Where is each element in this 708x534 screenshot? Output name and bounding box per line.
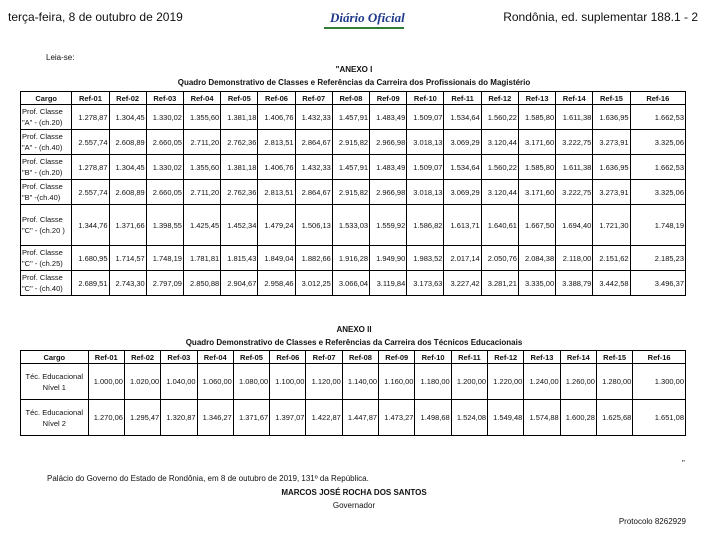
value-cell: 1.533,03	[332, 205, 369, 246]
value-cell: 1.160,00	[379, 364, 415, 400]
column-header: Ref-07	[295, 92, 332, 105]
value-cell: 2.660,05	[146, 130, 183, 155]
value-cell: 1.714,57	[109, 246, 146, 271]
value-cell: 3.069,29	[444, 130, 481, 155]
value-cell: 1.406,76	[258, 105, 295, 130]
journal-underline	[324, 27, 404, 29]
value-cell: 1.432,33	[295, 105, 332, 130]
value-cell: 2.608,89	[109, 180, 146, 205]
value-cell: 1.721,30	[593, 205, 630, 246]
value-cell: 2.557,74	[72, 180, 109, 205]
table-header-row	[21, 92, 686, 105]
column-header: Ref-04	[197, 351, 233, 364]
value-cell: 1.534,64	[444, 105, 481, 130]
value-cell: 1.949,90	[370, 246, 407, 271]
value-cell: 2.864,67	[295, 180, 332, 205]
value-cell: 3.018,13	[407, 180, 444, 205]
value-cell: 2.689,51	[72, 271, 109, 296]
value-cell: 2.050,76	[481, 246, 518, 271]
value-cell: 3.069,29	[444, 180, 481, 205]
value-cell: 1.278,87	[72, 155, 109, 180]
value-cell: 3.325,06	[630, 130, 685, 155]
anexo2-title: ANEXO II	[336, 325, 372, 334]
table-row	[21, 105, 686, 130]
value-cell: 1.447,87	[342, 400, 378, 436]
column-header: Ref-08	[342, 351, 378, 364]
value-cell: 1.549,48	[488, 400, 524, 436]
value-cell: 1.280,00	[596, 364, 632, 400]
value-cell: 2.743,30	[109, 271, 146, 296]
value-cell: 1.509,07	[407, 155, 444, 180]
value-cell: 1.355,60	[183, 155, 220, 180]
value-cell: 1.509,07	[407, 105, 444, 130]
value-cell: 1.100,00	[270, 364, 306, 400]
value-cell: 2.864,67	[295, 130, 332, 155]
value-cell: 1.220,00	[488, 364, 524, 400]
footer-signer: MARCOS JOSÉ ROCHA DOS SANTOS	[281, 488, 427, 497]
value-cell: 1.355,60	[183, 105, 220, 130]
column-header: Ref-09	[370, 92, 407, 105]
value-cell: 1.600,28	[560, 400, 596, 436]
column-header: Ref-11	[451, 351, 487, 364]
value-cell: 1.498,68	[415, 400, 451, 436]
value-cell: 3.222,75	[556, 130, 593, 155]
value-cell: 1.781,81	[183, 246, 220, 271]
column-header: Ref-15	[593, 92, 630, 105]
cargo-cell: Téc. Educacional Nível 2	[21, 400, 89, 436]
value-cell: 1.662,53	[630, 155, 685, 180]
value-cell: 1.397,07	[270, 400, 306, 436]
anexo1-subtitle: Quadro Demonstrativo de Classes e Referências da Carreira dos Profissionais do Magistério	[177, 78, 531, 87]
value-cell: 1.344,76	[72, 205, 109, 246]
value-cell: 1.200,00	[451, 364, 487, 400]
value-cell: 1.586,82	[407, 205, 444, 246]
value-cell: 2.711,20	[183, 180, 220, 205]
column-header: Ref-03	[161, 351, 197, 364]
column-header: Ref-12	[481, 92, 518, 105]
value-cell: 1.585,80	[518, 105, 555, 130]
footer-place: Palácio do Governo do Estado de Rondônia, em 8 de outubro de 2019, 131º da República.	[47, 474, 369, 483]
column-header: Cargo	[21, 92, 72, 105]
header-edition: Rondônia, ed. suplementar 188.1 - 2	[503, 10, 698, 24]
column-header: Ref-01	[72, 92, 109, 105]
value-cell: 1.640,61	[481, 205, 518, 246]
column-header: Ref-05	[221, 92, 258, 105]
value-cell: 2.915,82	[332, 180, 369, 205]
value-cell: 1.585,80	[518, 155, 555, 180]
value-cell: 1.300,00	[633, 364, 686, 400]
table-row	[21, 155, 686, 180]
value-cell: 1.371,66	[109, 205, 146, 246]
value-cell: 2.151,62	[593, 246, 630, 271]
value-cell: 3.119,84	[370, 271, 407, 296]
value-cell: 1.330,02	[146, 105, 183, 130]
value-cell: 1.651,08	[633, 400, 686, 436]
value-cell: 1.574,88	[524, 400, 560, 436]
column-header: Ref-11	[444, 92, 481, 105]
value-cell: 1.524,08	[451, 400, 487, 436]
value-cell: 1.320,87	[161, 400, 197, 436]
column-header: Ref-02	[109, 92, 146, 105]
cargo-cell: Prof. Classe "A" - (ch.40)	[21, 130, 72, 155]
value-cell: 3.018,13	[407, 130, 444, 155]
value-cell: 2.084,38	[518, 246, 555, 271]
value-cell: 1.060,00	[197, 364, 233, 400]
value-cell: 1.748,19	[630, 205, 685, 246]
column-header: Ref-10	[415, 351, 451, 364]
value-cell: 1.636,95	[593, 155, 630, 180]
table-row	[21, 205, 686, 246]
column-header: Ref-13	[524, 351, 560, 364]
value-cell: 1.667,50	[518, 205, 555, 246]
table-row	[21, 130, 686, 155]
value-cell: 2.966,98	[370, 180, 407, 205]
value-cell: 2.185,23	[630, 246, 685, 271]
column-header: Ref-14	[560, 351, 596, 364]
value-cell: 1.140,00	[342, 364, 378, 400]
journal-title: Diário Oficial	[330, 10, 405, 25]
value-cell: 1.473,27	[379, 400, 415, 436]
value-cell: 2.660,05	[146, 180, 183, 205]
value-cell: 2.966,98	[370, 130, 407, 155]
value-cell: 1.506,13	[295, 205, 332, 246]
value-cell: 1.120,00	[306, 364, 342, 400]
value-cell: 1.260,00	[560, 364, 596, 400]
anexo1-title: "ANEXO I	[335, 65, 373, 74]
value-cell: 1.625,68	[596, 400, 632, 436]
value-cell: 3.388,79	[556, 271, 593, 296]
cargo-cell: Prof. Classe "B" -(ch.40)	[21, 180, 72, 205]
value-cell: 3.496,37	[630, 271, 685, 296]
anexo2-table	[20, 350, 686, 436]
anexo1-table	[20, 91, 686, 296]
value-cell: 1.636,95	[593, 105, 630, 130]
column-header: Ref-12	[488, 351, 524, 364]
value-cell: 1.398,55	[146, 205, 183, 246]
column-header: Ref-13	[518, 92, 555, 105]
column-header: Ref-03	[146, 92, 183, 105]
page-header	[8, 10, 698, 28]
column-header: Cargo	[21, 351, 89, 364]
table-row	[21, 400, 686, 436]
value-cell: 1.457,91	[332, 155, 369, 180]
value-cell: 1.422,87	[306, 400, 342, 436]
value-cell: 1.479,24	[258, 205, 295, 246]
value-cell: 3.273,91	[593, 180, 630, 205]
value-cell: 3.173,63	[407, 271, 444, 296]
value-cell: 2.813,51	[258, 180, 295, 205]
value-cell: 2.762,36	[221, 130, 258, 155]
cargo-cell: Prof. Classe "C" - (ch.25)	[21, 246, 72, 271]
value-cell: 1.020,00	[124, 364, 160, 400]
value-cell: 1.748,19	[146, 246, 183, 271]
value-cell: 3.171,60	[518, 130, 555, 155]
value-cell: 1.304,45	[109, 105, 146, 130]
value-cell: 3.012,25	[295, 271, 332, 296]
cargo-cell: Téc. Educacional Nível 1	[21, 364, 89, 400]
value-cell: 1.483,49	[370, 105, 407, 130]
anexo2-subtitle: Quadro Demonstrativo de Classes e Referências da Carreira dos Técnicos Educacionais	[185, 338, 523, 347]
value-cell: 1.849,04	[258, 246, 295, 271]
column-header: Ref-10	[407, 92, 444, 105]
column-header: Ref-06	[258, 92, 295, 105]
value-cell: 1.560,22	[481, 105, 518, 130]
value-cell: 1.381,18	[221, 105, 258, 130]
value-cell: 1.815,43	[221, 246, 258, 271]
cargo-cell: Prof. Classe "A" - (ch.20)	[21, 105, 72, 130]
value-cell: 1.304,45	[109, 155, 146, 180]
value-cell: 1.371,67	[233, 400, 269, 436]
value-cell: 1.534,64	[444, 155, 481, 180]
value-cell: 1.613,71	[444, 205, 481, 246]
value-cell: 1.916,28	[332, 246, 369, 271]
table-row	[21, 180, 686, 205]
value-cell: 3.120,44	[481, 130, 518, 155]
cargo-cell: Prof. Classe "C" - (ch.40)	[21, 271, 72, 296]
value-cell: 1.295,47	[124, 400, 160, 436]
value-cell: 1.559,92	[370, 205, 407, 246]
value-cell: 3.335,00	[518, 271, 555, 296]
footer-role: Governador	[332, 501, 376, 510]
value-cell: 1.425,45	[183, 205, 220, 246]
value-cell: 2.850,88	[183, 271, 220, 296]
value-cell: 1.330,02	[146, 155, 183, 180]
value-cell: 1.180,00	[415, 364, 451, 400]
value-cell: 1.611,38	[556, 155, 593, 180]
column-header: Ref-08	[332, 92, 369, 105]
value-cell: 1.040,00	[161, 364, 197, 400]
column-header: Ref-14	[556, 92, 593, 105]
column-header: Ref-06	[270, 351, 306, 364]
value-cell: 1.278,87	[72, 105, 109, 130]
value-cell: 3.227,42	[444, 271, 481, 296]
value-cell: 1.694,40	[556, 205, 593, 246]
column-header: Ref-04	[183, 92, 220, 105]
cargo-cell: Prof. Classe "B" - (ch.20)	[21, 155, 72, 180]
table-row	[21, 271, 686, 296]
value-cell: 1.240,00	[524, 364, 560, 400]
value-cell: 1.457,91	[332, 105, 369, 130]
value-cell: 3.281,21	[481, 271, 518, 296]
value-cell: 1.882,66	[295, 246, 332, 271]
value-cell: 2.958,46	[258, 271, 295, 296]
column-header: Ref-01	[88, 351, 124, 364]
value-cell: 3.442,58	[593, 271, 630, 296]
value-cell: 2.017,14	[444, 246, 481, 271]
table-row	[21, 246, 686, 271]
value-cell: 2.557,74	[72, 130, 109, 155]
value-cell: 3.171,60	[518, 180, 555, 205]
value-cell: 2.118,00	[556, 246, 593, 271]
value-cell: 1.432,33	[295, 155, 332, 180]
cargo-cell: Prof. Classe "C" - (ch.20 )	[21, 205, 72, 246]
value-cell: 2.904,67	[221, 271, 258, 296]
value-cell: 1.346,27	[197, 400, 233, 436]
value-cell: 3.120,44	[481, 180, 518, 205]
value-cell: 2.711,20	[183, 130, 220, 155]
leia-se-label: Leia-se:	[46, 53, 75, 62]
value-cell: 1.483,49	[370, 155, 407, 180]
column-header: Ref-15	[596, 351, 632, 364]
column-header: Ref-02	[124, 351, 160, 364]
value-cell: 3.273,91	[593, 130, 630, 155]
value-cell: 2.813,51	[258, 130, 295, 155]
table-header-row	[21, 351, 686, 364]
value-cell: 1.560,22	[481, 155, 518, 180]
value-cell: 1.270,06	[88, 400, 124, 436]
value-cell: 1.406,76	[258, 155, 295, 180]
value-cell: 2.762,36	[221, 180, 258, 205]
value-cell: 2.797,09	[146, 271, 183, 296]
column-header: Ref-09	[379, 351, 415, 364]
value-cell: 1.611,38	[556, 105, 593, 130]
value-cell: 1.080,00	[233, 364, 269, 400]
value-cell: 1.452,34	[221, 205, 258, 246]
value-cell: 3.222,75	[556, 180, 593, 205]
value-cell: 2.608,89	[109, 130, 146, 155]
value-cell: 1.381,18	[221, 155, 258, 180]
value-cell: 1.983,52	[407, 246, 444, 271]
value-cell: 2.915,82	[332, 130, 369, 155]
value-cell: 1.000,00	[88, 364, 124, 400]
value-cell: 3.066,04	[332, 271, 369, 296]
header-date: terça-feira, 8 de outubro de 2019	[8, 10, 183, 24]
column-header: Ref-05	[233, 351, 269, 364]
column-header: Ref-07	[306, 351, 342, 364]
value-cell: 3.325,06	[630, 180, 685, 205]
value-cell: 1.662,53	[630, 105, 685, 130]
protocol-number: Protocolo 8262929	[618, 517, 686, 526]
column-header: Ref-16	[633, 351, 686, 364]
value-cell: 1.680,95	[72, 246, 109, 271]
table-row	[21, 364, 686, 400]
column-header: Ref-16	[630, 92, 685, 105]
closing-quote: "	[682, 459, 685, 468]
